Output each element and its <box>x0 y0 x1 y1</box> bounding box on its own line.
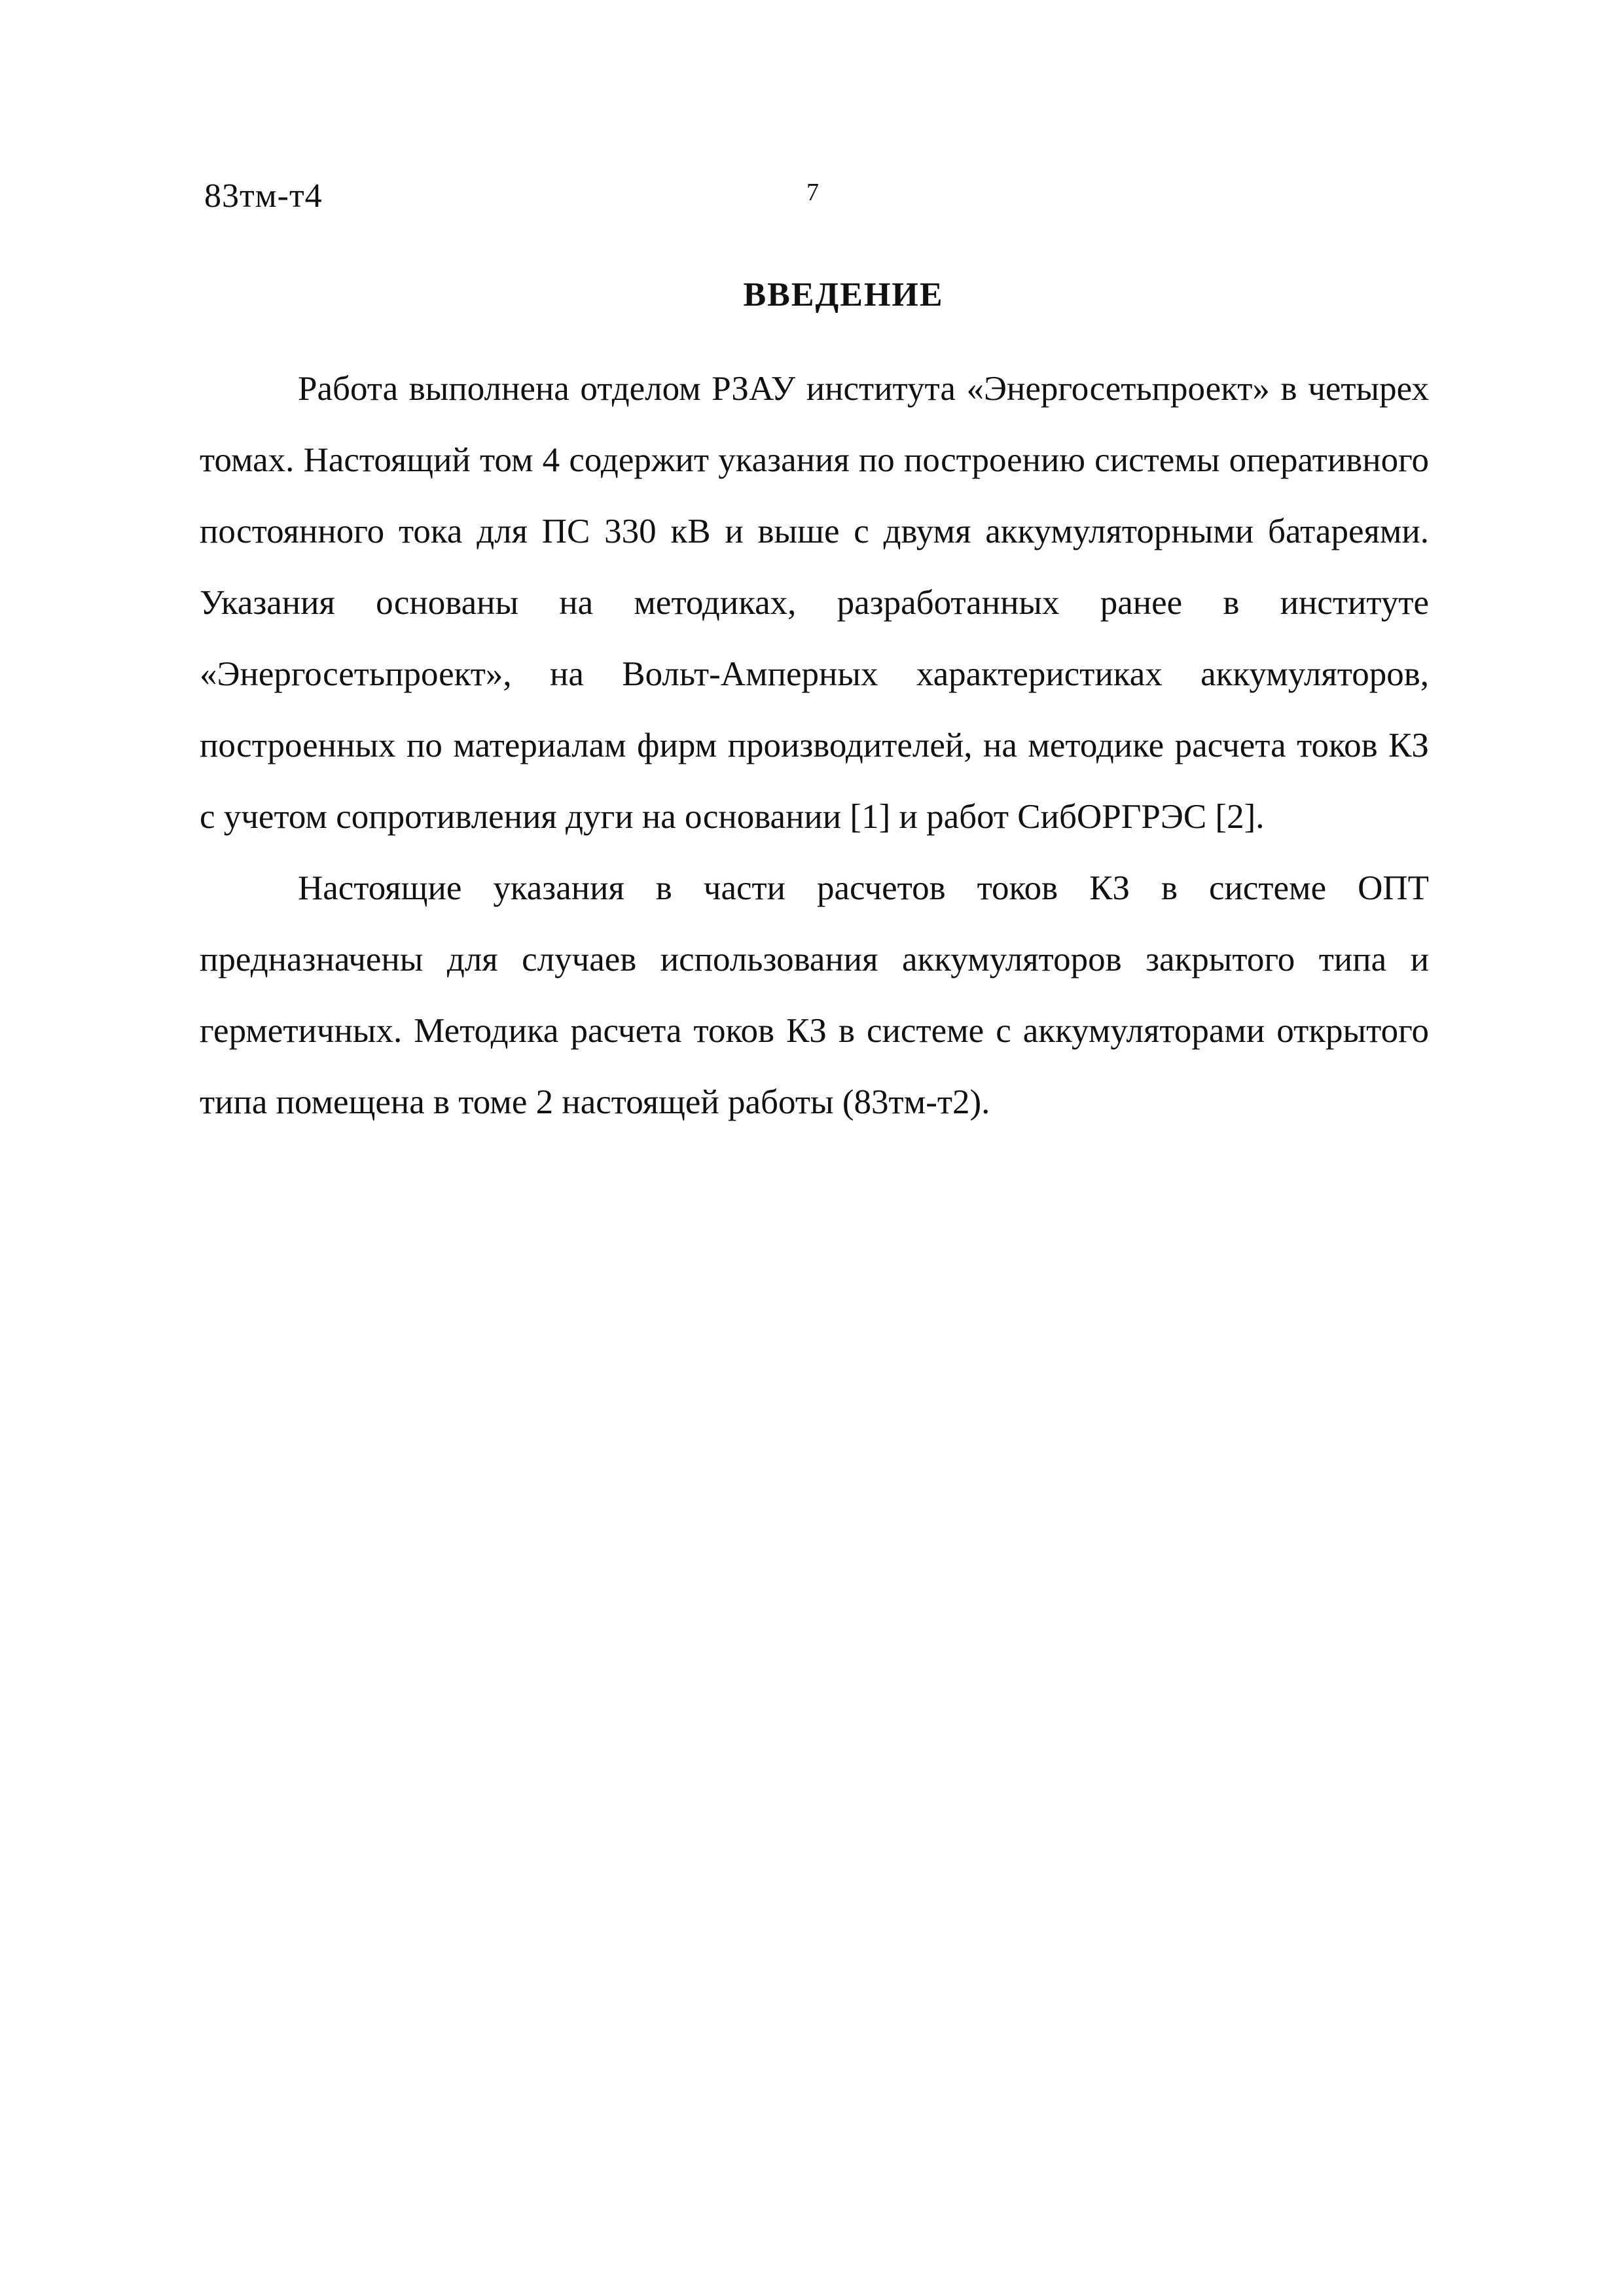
body-text <box>200 353 1429 1138</box>
section-title-text: ВВЕДЕНИЕ <box>743 276 944 314</box>
document-code: 83тм-т4 <box>204 177 323 215</box>
paragraph-scope: Настоящие указания в части расчетов токов КЗ в системе ОПТ предназначены для случаев использования аккумуляторов закрытого типа и герметичных. Методика расчета токов КЗ в системе с аккумуляторами открытого типа помещена в томе 2 настоящей работы (83тм-т2). <box>200 869 1429 1121</box>
paragraph-intro: Работа выполнена отделом РЗАУ института «Энергосетьпроект» в четырех томах. Настоящий том 4 содержит указания по построению системы оперативного постоянного тока для ПС 330 кВ и выше с двумя аккумуляторными батареями. Указания основаны на методиках, разработанных ранее в институте «Энергосетьпроект», на Вольт-Амперных характеристиках аккумуляторов, построенных по материалам фирм производителей, на методике расчета токов КЗ с учетом сопротивления дуги на основании [1] и работ СибОРГРЭС [2]. <box>200 370 1429 836</box>
section-title <box>0 274 1624 317</box>
page-number: 7 <box>806 179 819 206</box>
